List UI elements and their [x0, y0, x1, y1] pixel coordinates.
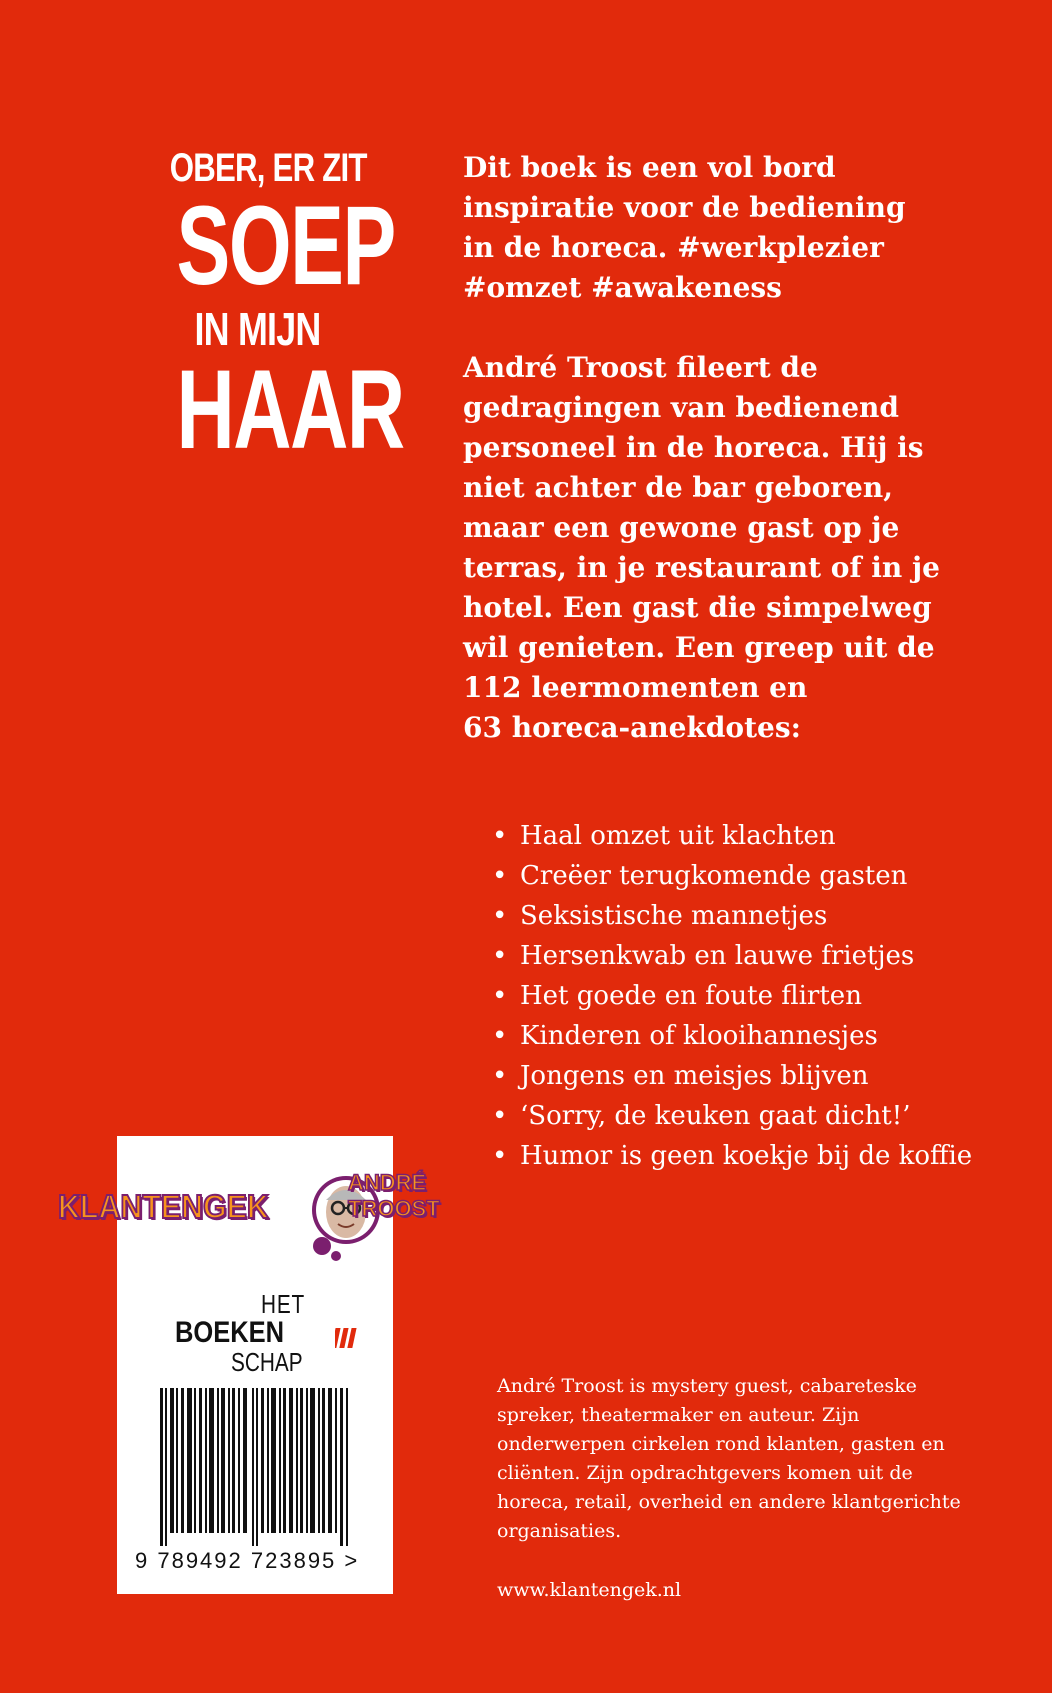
list-item	[492, 896, 1032, 936]
bullet-icon: •	[492, 901, 508, 931]
bullet-icon: •	[492, 981, 508, 1011]
description-line: 112 leermomenten en	[463, 671, 808, 704]
description-line: niet achter de bar geboren,	[463, 471, 893, 504]
publisher-logo	[175, 1290, 365, 1376]
title-line-1: OBER, ER ZIT	[169, 146, 367, 190]
list-item-text: Humor is geen koekje bij de koffie	[520, 1141, 973, 1171]
intro-line: #omzet #awakeness	[463, 271, 782, 304]
description-line: André Troost fileert de	[463, 351, 818, 384]
bullet-icon: •	[492, 861, 508, 891]
list-item	[492, 856, 1032, 896]
list-item-text: Kinderen of klooihannesjes	[520, 1021, 878, 1051]
bullet-icon: •	[492, 941, 508, 971]
bullet-icon: •	[492, 1101, 508, 1131]
publisher-line-3: SCHAP	[231, 1347, 303, 1377]
description-line: 63 horeca-anekdotes:	[463, 711, 801, 744]
list-item-text: Hersenkwab en lauwe frietjes	[520, 941, 915, 971]
bio-line: cliënten. Zijn opdrachtgevers komen uit de	[497, 1462, 913, 1484]
barcode-icon	[160, 1388, 360, 1546]
bio-line: André Troost is mystery guest, cabareteske	[497, 1375, 917, 1397]
list-item-text: Het goede en foute flirten	[520, 981, 862, 1011]
description-line: maar een gewone gast op je	[463, 511, 900, 544]
klantengek-logo	[58, 1166, 468, 1256]
highlights-list	[492, 816, 1032, 1176]
book-shelf-icon	[335, 1326, 365, 1350]
bullet-icon: •	[492, 1021, 508, 1051]
intro-line: inspiratie voor de bediening	[463, 191, 906, 224]
list-item-text: Jongens en meisjes blijven	[520, 1061, 869, 1091]
author-bio	[497, 1372, 997, 1546]
list-item-text: ‘Sorry, de keuken gaat dicht!’	[520, 1101, 911, 1131]
logo-text-klantengek: KLANTENGEK	[58, 1188, 269, 1225]
publisher-line-2: BOEKEN	[175, 1316, 285, 1349]
list-item	[492, 816, 1032, 856]
description-line: gedragingen van bedienend	[463, 391, 899, 424]
list-item	[492, 1096, 1032, 1136]
list-item	[492, 1056, 1032, 1096]
logo-author-first: ANDRÉ	[348, 1170, 427, 1195]
isbn-number	[135, 1548, 385, 1574]
title-line-2: SOEP	[176, 183, 395, 308]
list-item-text: Creëer terugkomende gasten	[520, 861, 908, 891]
description-line: terras, in je restaurant of in je	[463, 551, 940, 584]
bio-line: horeca, retail, overheid en andere klantgerichte	[497, 1491, 961, 1513]
bio-line: spreker, theatermaker en auteur. Zijn	[497, 1404, 860, 1426]
logo-author-last: TROOST	[348, 1196, 440, 1221]
bullet-icon: •	[492, 821, 508, 851]
intro-paragraph	[463, 148, 983, 308]
list-item	[492, 976, 1032, 1016]
isbn-arrow: >	[344, 1548, 360, 1573]
list-item-text: Seksistische mannetjes	[520, 901, 828, 931]
bio-line: onderwerpen cirkelen rond klanten, gasten en	[497, 1433, 945, 1455]
title-line-4: HAAR	[176, 347, 404, 472]
list-item	[492, 1136, 1032, 1176]
publisher-line-1: HET	[261, 1289, 305, 1319]
website-link[interactable]: www.klantengek.nl	[497, 1579, 682, 1601]
list-item-text: Haal omzet uit klachten	[520, 821, 836, 851]
bullet-icon: •	[492, 1061, 508, 1091]
intro-line: Dit boek is een vol bord	[463, 151, 836, 184]
list-item	[492, 936, 1032, 976]
description-line: wil genieten. Een greep uit de	[463, 631, 935, 664]
list-item	[492, 1016, 1032, 1056]
description-paragraph	[463, 348, 983, 748]
cover-title	[145, 146, 404, 472]
logo-text-author	[348, 1170, 468, 1222]
isbn-digits: 9 789492 723895	[135, 1548, 337, 1573]
description-line: hotel. Een gast die simpelweg	[463, 591, 932, 624]
bullet-icon: •	[492, 1141, 508, 1171]
bio-line: organisaties.	[497, 1520, 622, 1542]
intro-line: in de horeca. #werkplezier	[463, 231, 884, 264]
title-line-3: IN MIJN	[194, 303, 321, 355]
description-line: personeel in de horeca. Hij is	[463, 431, 924, 464]
